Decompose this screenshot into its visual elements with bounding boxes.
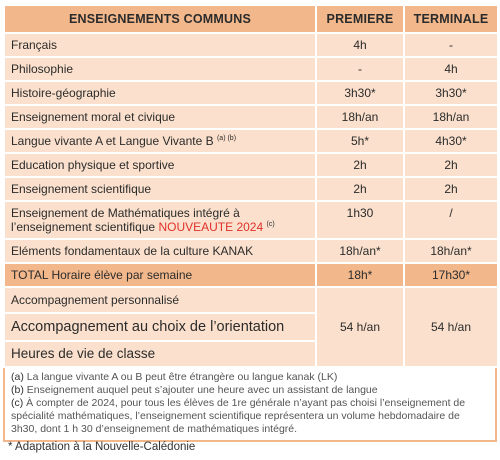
header-terminale: TERMINALE — [404, 5, 498, 33]
grouped-terminale: 54 h/an — [404, 287, 498, 367]
grouped-label: Accompagnement personnalisé — [4, 287, 316, 313]
row-terminale: 18h/an* — [404, 239, 498, 263]
row-terminale: 4h — [404, 57, 498, 81]
footnote-text: La langue vivante A ou B peut être étrangère ou langue kanak (LK) — [26, 371, 338, 383]
footnote-key: (c) — [11, 397, 24, 409]
row-terminale: 2h — [404, 177, 498, 201]
row-label — [4, 201, 316, 239]
table-row — [4, 129, 498, 153]
row-label-text: Langue vivante A et Langue Vivante B — [11, 134, 214, 148]
table-row — [4, 81, 498, 105]
new-2024-highlight: NOUVEAUTE 2024 — [158, 220, 264, 234]
footnote-ref: (a) (b) — [216, 135, 237, 142]
row-premiere: 18h/an — [316, 105, 404, 129]
table-row — [4, 201, 498, 239]
footnote-ref: (c) — [266, 221, 275, 228]
footnote-b — [11, 384, 489, 397]
row-label: Enseignement moral et civique — [4, 105, 316, 129]
schedule-table — [3, 4, 499, 368]
grouped-label: Accompagnement au choix de l’orientation — [4, 313, 316, 341]
table-row — [4, 177, 498, 201]
footnote-a — [11, 371, 489, 384]
row-terminale: 3h30* — [404, 81, 498, 105]
row-label: Eléments fondamentaux de la culture KANAK — [4, 239, 316, 263]
row-label-line2-text: l’enseignement scientifique — [11, 220, 156, 234]
row-terminale: 2h — [404, 153, 498, 177]
row-premiere: 3h30* — [316, 81, 404, 105]
row-premiere: 2h — [316, 177, 404, 201]
table-row — [4, 239, 498, 263]
total-terminale: 17h30* — [404, 263, 498, 287]
header-premiere: PREMIERE — [316, 5, 404, 33]
adaptation-note: * Adaptation à la Nouvelle-Calédonie — [8, 441, 196, 453]
total-premiere: 18h* — [316, 263, 404, 287]
row-terminale: 18h/an — [404, 105, 498, 129]
row-premiere: 1h30 — [316, 201, 404, 239]
grouped-premiere: 54 h/an — [316, 287, 404, 367]
header-common-subjects: ENSEIGNEMENTS COMMUNS — [4, 5, 316, 33]
row-premiere: 18h/an* — [316, 239, 404, 263]
row-premiere: - — [316, 57, 404, 81]
row-label: Histoire-géographie — [4, 81, 316, 105]
row-label: Education physique et sportive — [4, 153, 316, 177]
row-label-line1: Enseignement de Mathématiques intégré à — [11, 206, 240, 220]
total-row — [4, 263, 498, 287]
row-label — [4, 129, 316, 153]
row-premiere: 4h — [316, 33, 404, 57]
footnote-key: (a) — [11, 371, 24, 383]
table-row — [4, 153, 498, 177]
row-terminale: / — [404, 201, 498, 239]
table-row — [4, 57, 498, 81]
footnote-text: À compter de 2024, pour tous les élèves de 1re générale n’ayant pas choisi l’enseignement de spécialité mathématiques, l’enseignement scientifique représentera un volume hebdomadaire de 3h30, dont 1 h 30 d’enseignement de mathématiques intégré. — [11, 397, 466, 435]
table-row — [4, 105, 498, 129]
table-header-row — [4, 5, 498, 33]
footnote-text: Enseignement auquel peut s’ajouter une heure avec un assistant de langue — [26, 384, 378, 396]
grouped-label: Heures de vie de classe — [4, 341, 316, 367]
row-premiere: 5h* — [316, 129, 404, 153]
table-row — [4, 33, 498, 57]
row-terminale: - — [404, 33, 498, 57]
footnote-c — [11, 397, 489, 436]
row-label: Philosophie — [4, 57, 316, 81]
total-label: TOTAL Horaire élève par semaine — [4, 263, 316, 287]
row-label-line2 — [11, 220, 309, 234]
row-label: Français — [4, 33, 316, 57]
row-terminale: 4h30* — [404, 129, 498, 153]
schedule-table-container — [3, 4, 497, 442]
row-premiere: 2h — [316, 153, 404, 177]
footnote-key: (b) — [11, 384, 24, 396]
footnotes — [3, 368, 497, 442]
grouped-row — [4, 287, 498, 313]
row-label: Enseignement scientifique — [4, 177, 316, 201]
